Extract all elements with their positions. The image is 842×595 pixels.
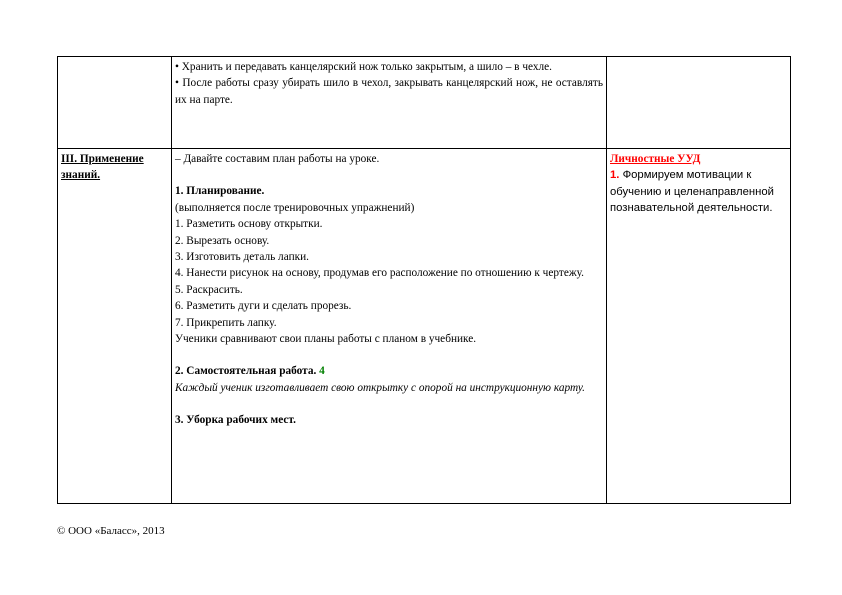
independent-text: Каждый ученик изготавливает свою открытку с опорой на инструкционную карту.	[175, 381, 585, 394]
table-row	[58, 57, 791, 149]
uud-number: 1.	[610, 169, 620, 182]
plan-step: 4. Нанести рисунок на основу, продумав его расположение по отношению к чертежу.	[175, 267, 584, 280]
intro-text: – Давайте составим план работы на уроке.	[175, 153, 380, 165]
lesson-table	[57, 56, 791, 504]
planning-title: 1. Планирование.	[175, 185, 265, 198]
uud-cell	[607, 57, 791, 149]
independent-number: 4	[319, 365, 325, 378]
stage-cell	[58, 149, 172, 504]
table-row	[58, 149, 791, 504]
uud-text	[610, 169, 774, 214]
planning-note: (выполняется после тренировочных упражнений)	[175, 201, 415, 214]
independent-work	[175, 363, 603, 379]
cleanup-title: 3. Уборка рабочих мест.	[175, 414, 296, 427]
content-cell	[172, 149, 607, 504]
uud-cell	[607, 149, 791, 504]
stage-cell	[58, 57, 172, 149]
content-cell	[172, 57, 607, 149]
compare-text: Ученики сравнивают свои планы работы с планом в учебнике.	[175, 333, 477, 346]
plan-step: 2. Вырезать основу.	[175, 234, 270, 247]
plan-step: 1. Разметить основу открытки.	[175, 218, 323, 231]
copyright-footer: © ООО «Баласс», 2013	[57, 525, 165, 537]
uud-description: Формируем мотивации к обучению и целенаправленной познавательной деятельности.	[610, 169, 774, 215]
uud-title: Личностные УУД	[610, 153, 701, 165]
stage-title: III. Применение знаний.	[61, 153, 144, 182]
plan-step: 7. Прикрепить лапку.	[175, 316, 277, 329]
plan-step: 5. Раскрасить.	[175, 283, 243, 296]
plan-step: 6. Разметить дуги и сделать прорезь.	[175, 300, 352, 313]
independent-title: 2. Самостоятельная работа.	[175, 365, 317, 378]
safety-rule: • Хранить и передавать канцелярский нож только закрытым, а шило – в чехле.	[175, 61, 552, 73]
safety-rule: • После работы сразу убирать шило в чехол, закрывать канцелярский нож, не оставлять их на парте.	[175, 77, 603, 106]
plan-step: 3. Изготовить деталь лапки.	[175, 251, 309, 264]
